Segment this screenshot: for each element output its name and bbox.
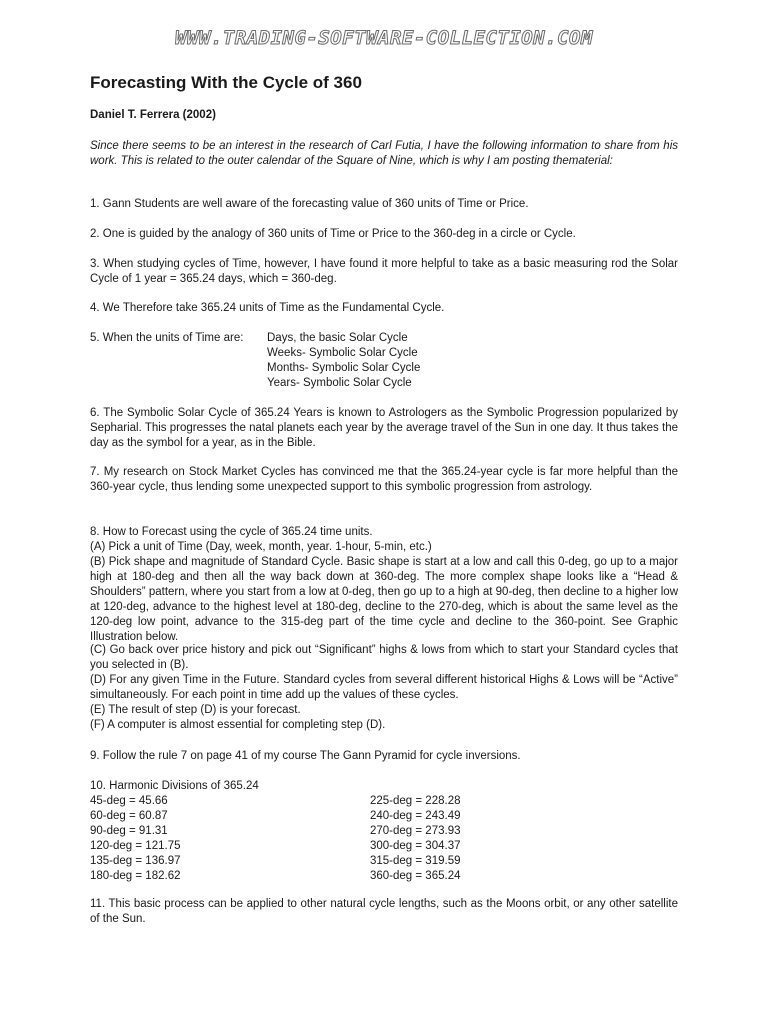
item-7: 7. My research on Stock Market Cycles has convinced me that the 365.24-year cycle is far more helpful than the 360-year cycle, thus lending some unexpected support to this symbolic progression from astrology.: [90, 466, 678, 493]
item-5-label: 5. When the units of Time are:: [90, 332, 244, 344]
harmonic-value: 240-deg = 243.49: [370, 810, 461, 822]
harmonic-value: 90-deg = 91.31: [90, 825, 168, 837]
author-line: Daniel T. Ferrera (2002): [90, 109, 216, 121]
item-5-unit: Years- Symbolic Solar Cycle: [267, 377, 412, 389]
item-8-step-a: (A) Pick a unit of Time (Day, week, month, year. 1-hour, 5-min, etc.): [90, 541, 432, 553]
harmonic-value: 270-deg = 273.93: [370, 825, 461, 837]
item-11: 11. This basic process can be applied to other natural cycle lengths, such as the Moons orbit, or any other satellite of the Sun.: [90, 898, 678, 925]
harmonic-value: 360-deg = 365.24: [370, 870, 461, 882]
item-8-step-c: (C) Go back over price history and pick out “Significant” highs & lows from which to start your Standard cycles that you selected in (B).: [90, 644, 678, 671]
page-title: Forecasting With the Cycle of 360: [90, 73, 362, 92]
harmonic-column-left: [90, 794, 180, 884]
item-8-heading: 8. How to Forecast using the cycle of 365.24 time units.: [90, 526, 373, 538]
item-8-step-b: (B) Pick shape and magnitude of Standard Cycle. Basic shape is start at a low and call this 0-deg, go up to a major high at 180-deg and then all the way back down at 360-deg. The more complex shape looks like a “Head & Shoulders” pattern, where you start from a low at 0-deg, then go up to a high at 90-deg, then decline to a higher low at 120-deg, advance to the highest level at 180-deg, decline to the 270-deg, which is about the same level as the 120-deg low point, advance to the 315-deg part of the time cycle and decline to the 360-point. See Graphic Illustration below.: [90, 556, 678, 643]
item-5-list: [267, 331, 420, 391]
harmonic-value: 45-deg = 45.66: [90, 795, 168, 807]
item-6: 6. The Symbolic Solar Cycle of 365.24 Years is known to Astrologers as the Symbolic Progression popularized by Sepharial. This progresses the natal planets each year by the average travel of the Sun in one day. It thus takes the day as the symbol for a year, as in the Bible.: [90, 407, 678, 449]
harmonic-value: 315-deg = 319.59: [370, 855, 461, 867]
item-9: 9. Follow the rule 7 on page 41 of my course The Gann Pyramid for cycle inversions.: [90, 750, 521, 762]
harmonic-value: 135-deg = 136.97: [90, 855, 181, 867]
item-5-unit: Months- Symbolic Solar Cycle: [267, 362, 421, 374]
harmonic-value: 60-deg = 60.87: [90, 810, 168, 822]
item-2: 2. One is guided by the analogy of 360 units of Time or Price to the 360-deg in a circle or Cycle.: [90, 228, 576, 240]
item-1: 1. Gann Students are well aware of the forecasting value of 360 units of Time or Price.: [90, 198, 529, 210]
item-5-unit: Weeks- Symbolic Solar Cycle: [267, 347, 418, 359]
item-8-step-e: (E) The result of step (D) is your forecast.: [90, 704, 301, 716]
item-8-step-f: (F) A computer is almost essential for completing step (D).: [90, 719, 386, 731]
item-8-step-d: (D) For any given Time in the Future. Standard cycles from several different historical Highs & Lows will be “Active” simultaneously. For each point in time add up the values of these cycles.: [90, 674, 678, 701]
item-4: 4. We Therefore take 365.24 units of Time as the Fundamental Cycle.: [90, 302, 445, 314]
item-10-heading: 10. Harmonic Divisions of 365.24: [90, 780, 259, 792]
harmonic-column-right: [370, 794, 460, 884]
item-10: [90, 779, 678, 882]
harmonic-value: 120-deg = 121.75: [90, 840, 181, 852]
watermark-url: WWW.TRADING-SOFTWARE-COLLECTION.COM: [175, 27, 593, 49]
intro-paragraph: Since there seems to be an interest in the research of Carl Futia, I have the following information to share from his work. This is related to the outer calendar of the Square of Nine, which is why I am posting thematerial:: [90, 140, 678, 167]
item-3: 3. When studying cycles of Time, however, I have found it more helpful to take as a basic measuring rod the Solar Cycle of 1 year = 365.24 days, which = 360-deg.: [90, 258, 678, 285]
item-5-unit: Days, the basic Solar Cycle: [267, 332, 408, 344]
harmonic-value: 300-deg = 304.37: [370, 840, 461, 852]
harmonic-value: 225-deg = 228.28: [370, 795, 461, 807]
harmonic-value: 180-deg = 182.62: [90, 870, 181, 882]
